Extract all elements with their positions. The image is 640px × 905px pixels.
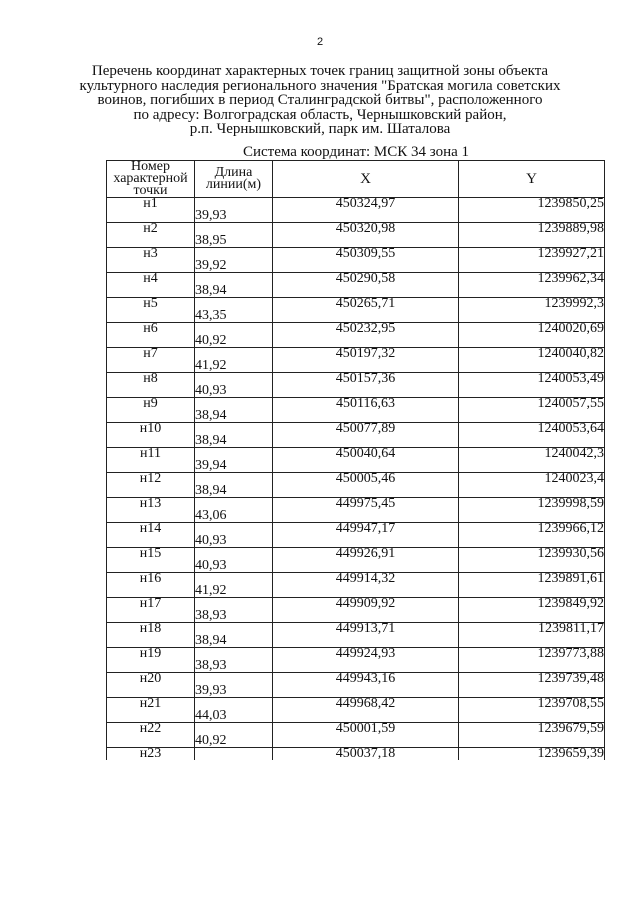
table-row: [107, 673, 605, 686]
point-number: н3: [107, 248, 195, 261]
x-coordinate: 450320,98: [273, 223, 459, 236]
x-coordinate: 450324,97: [273, 198, 459, 211]
point-number: н14: [107, 523, 195, 536]
empty-cell: [195, 748, 273, 761]
y-coordinate: 1240057,55: [459, 398, 605, 411]
point-number: н11: [107, 448, 195, 461]
y-coordinate: 1239708,55: [459, 698, 605, 711]
heading-line: культурного наследия регионального значения "Братская могила советских: [79, 77, 561, 94]
x-coordinate: 449947,17: [273, 523, 459, 536]
point-number: н15: [107, 548, 195, 561]
point-number: н16: [107, 573, 195, 586]
x-coordinate: 450232,95: [273, 323, 459, 336]
heading-line: Перечень координат характерных точек границ защитной зоны объекта: [91, 63, 549, 79]
line-length: 40,93: [195, 385, 273, 398]
point-number: н10: [107, 423, 195, 436]
line-length: 38,94: [195, 485, 273, 498]
heading-line: по адресу: Волгоградская область, Чернышковский район,: [133, 106, 507, 123]
y-coordinate: 1240053,64: [459, 423, 605, 436]
point-number: н18: [107, 623, 195, 636]
table-row: [107, 498, 605, 511]
x-coordinate: 450197,32: [273, 348, 459, 361]
table-body: [107, 198, 605, 761]
table-row: [107, 423, 605, 436]
y-coordinate: 1240040,82: [459, 348, 605, 361]
x-coordinate: 450040,64: [273, 448, 459, 461]
point-number: н21: [107, 698, 195, 711]
line-length: 38,94: [195, 410, 273, 423]
coordinate-system-label: Система координат: МСК 34 зона 1: [242, 144, 470, 160]
point-number: н23: [107, 748, 195, 761]
x-coordinate: 449909,92: [273, 598, 459, 611]
table-row: [107, 248, 605, 261]
table-row: [107, 323, 605, 336]
line-length: 40,92: [195, 335, 273, 348]
point-number: н2: [107, 223, 195, 236]
y-coordinate: 1239811,17: [459, 623, 605, 636]
y-coordinate: 1239679,59: [459, 723, 605, 736]
line-length: 39,94: [195, 460, 273, 473]
y-coordinate: 1239927,21: [459, 248, 605, 261]
y-coordinate: 1239849,92: [459, 598, 605, 611]
page-number: 2: [316, 36, 324, 48]
table-row: [107, 548, 605, 561]
table-row: [107, 198, 605, 211]
line-length: 38,94: [195, 285, 273, 298]
y-coordinate: 1239998,59: [459, 498, 605, 511]
line-length: 38,94: [195, 635, 273, 648]
point-number: н9: [107, 398, 195, 411]
y-coordinate: 1240023,4: [459, 473, 605, 486]
line-length: 39,93: [195, 685, 273, 698]
x-coordinate: 449975,45: [273, 498, 459, 511]
point-number: н17: [107, 598, 195, 611]
y-coordinate: 1239773,88: [459, 648, 605, 661]
x-coordinate: 449924,93: [273, 648, 459, 661]
x-coordinate: 450077,89: [273, 423, 459, 436]
line-length: 38,95: [195, 235, 273, 248]
table-row: [107, 723, 605, 736]
point-number: н6: [107, 323, 195, 336]
point-number: н7: [107, 348, 195, 361]
point-number: н13: [107, 498, 195, 511]
header-x: X: [273, 161, 459, 198]
y-coordinate: 1239659,39: [459, 748, 605, 761]
y-coordinate: 1239891,61: [459, 573, 605, 586]
y-coordinate: 1239992,3: [459, 298, 605, 311]
line-length: 39,93: [195, 210, 273, 223]
line-length: 38,93: [195, 660, 273, 673]
y-coordinate: 1239966,12: [459, 523, 605, 536]
x-coordinate: 450309,55: [273, 248, 459, 261]
y-coordinate: 1240042,3: [459, 448, 605, 461]
heading-line: р.п. Чернышковский, парк им. Шаталова: [189, 121, 451, 137]
y-coordinate: 1240020,69: [459, 323, 605, 336]
table-row: [107, 573, 605, 586]
coordinates-table: [106, 160, 605, 760]
point-number: н20: [107, 673, 195, 686]
point-number: н12: [107, 473, 195, 486]
x-coordinate: 450265,71: [273, 298, 459, 311]
table-row: [107, 398, 605, 411]
point-number: н22: [107, 723, 195, 736]
point-number: н1: [107, 198, 195, 211]
table-row: [107, 598, 605, 611]
point-number: н4: [107, 273, 195, 286]
line-length: 38,93: [195, 610, 273, 623]
table-row: [107, 373, 605, 386]
table-row: [107, 748, 605, 761]
table-row: [107, 348, 605, 361]
heading-line: воинов, погибших в период Сталинградской битвы", расположенного: [97, 92, 543, 108]
line-length: 38,94: [195, 435, 273, 448]
x-coordinate: 450001,59: [273, 723, 459, 736]
point-number: н8: [107, 373, 195, 386]
line-length: 40,93: [195, 535, 273, 548]
x-coordinate: 450116,63: [273, 398, 459, 411]
line-length: 43,06: [195, 510, 273, 523]
x-coordinate: 450157,36: [273, 373, 459, 386]
line-length: 40,93: [195, 560, 273, 573]
y-coordinate: 1239930,56: [459, 548, 605, 561]
x-coordinate: 449943,16: [273, 673, 459, 686]
line-length: 40,92: [195, 735, 273, 748]
x-coordinate: 450290,58: [273, 273, 459, 286]
line-length: 41,92: [195, 360, 273, 373]
table-row: [107, 473, 605, 486]
y-coordinate: 1239889,98: [459, 223, 605, 236]
x-coordinate: 449914,32: [273, 573, 459, 586]
y-coordinate: 1239739,48: [459, 673, 605, 686]
y-coordinate: 1240053,49: [459, 373, 605, 386]
y-coordinate: 1239962,34: [459, 273, 605, 286]
x-coordinate: 449913,71: [273, 623, 459, 636]
table-row: [107, 623, 605, 636]
header-y: Y: [459, 161, 605, 198]
table-row: [107, 448, 605, 461]
header-line-length: Длина линии(м): [195, 161, 273, 198]
table-header-row: [107, 161, 605, 198]
table-row: [107, 698, 605, 711]
table-row: [107, 273, 605, 286]
x-coordinate: 450005,46: [273, 473, 459, 486]
x-coordinate: 450037,18: [273, 748, 459, 761]
table-row: [107, 223, 605, 236]
line-length: 39,92: [195, 260, 273, 273]
table-row: [107, 648, 605, 661]
point-number: н19: [107, 648, 195, 661]
line-length: 43,35: [195, 310, 273, 323]
y-coordinate: 1239850,25: [459, 198, 605, 211]
point-number: н5: [107, 298, 195, 311]
document-heading: [70, 64, 570, 137]
line-length: 41,92: [195, 585, 273, 598]
line-length: 44,03: [195, 710, 273, 723]
table-row: [107, 298, 605, 311]
x-coordinate: 449926,91: [273, 548, 459, 561]
header-point-number: Номер характерной точки: [107, 161, 195, 198]
table-row: [107, 523, 605, 536]
x-coordinate: 449968,42: [273, 698, 459, 711]
